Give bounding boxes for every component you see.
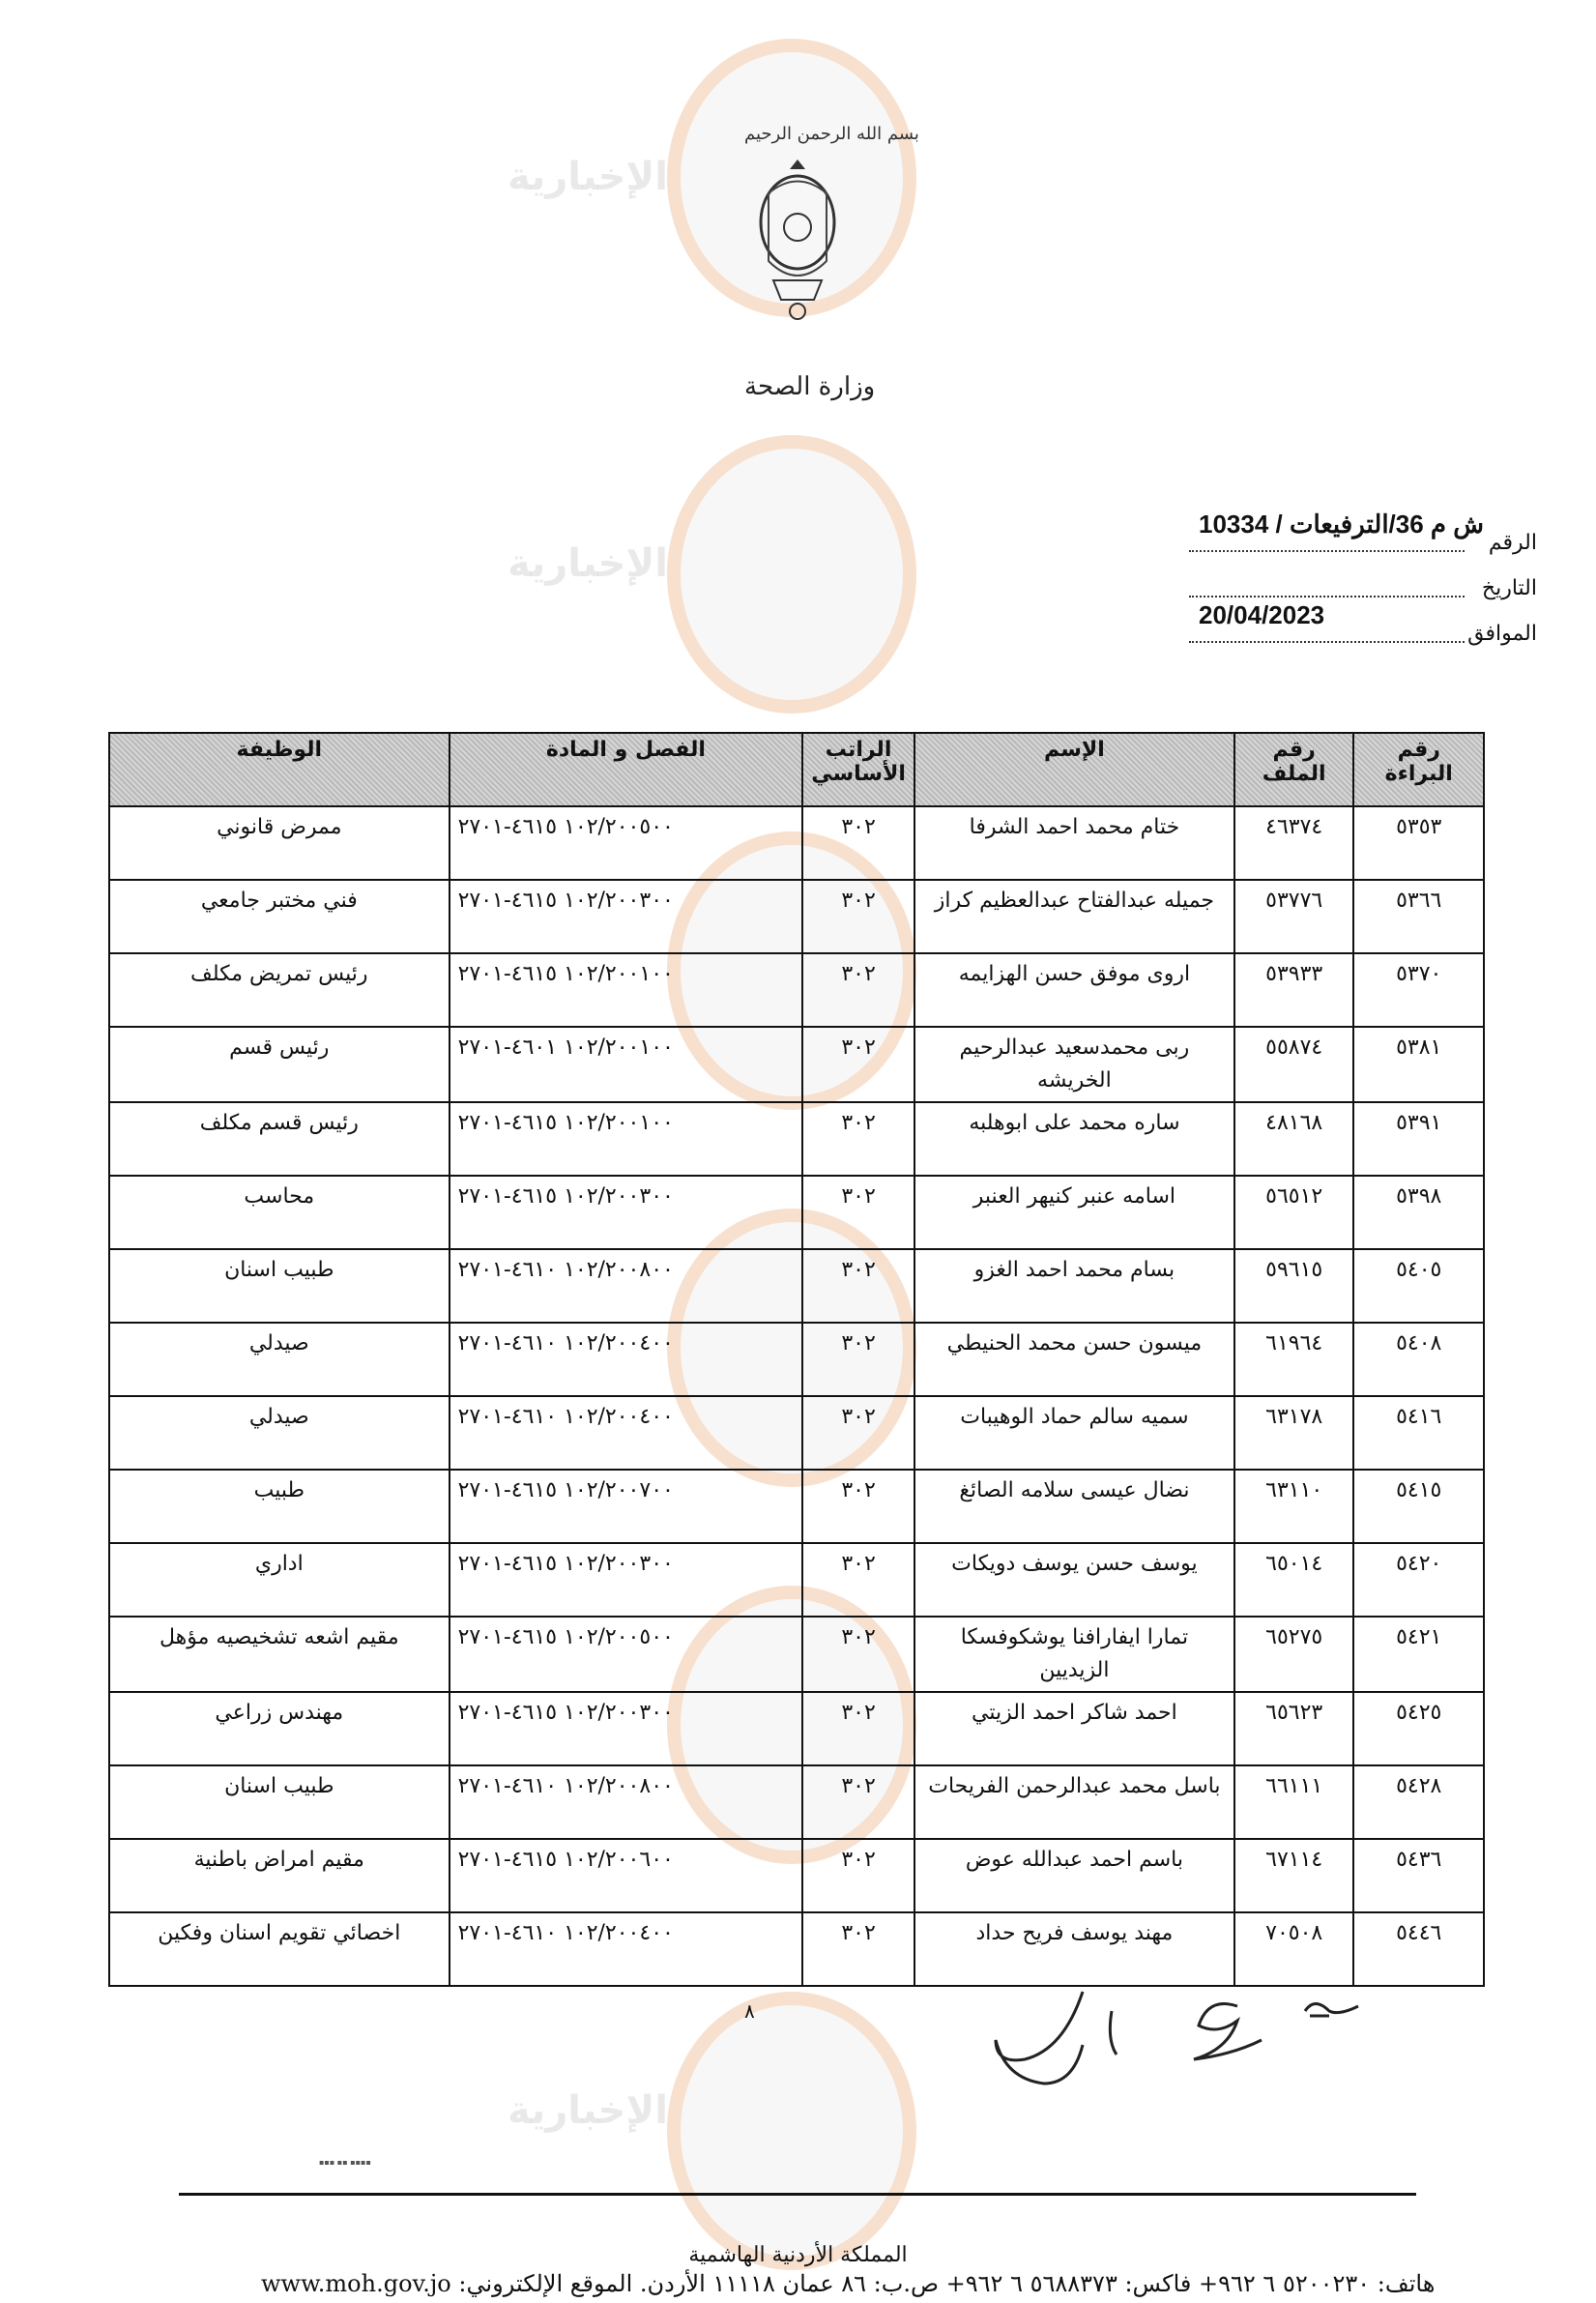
- promotions-table: [108, 732, 1485, 1987]
- cell-file-number: ٦٥٢٧٥: [1234, 1617, 1354, 1692]
- cell-job-title: رئيس تمريض مكلف: [109, 953, 450, 1027]
- signatures: [976, 1982, 1382, 2088]
- cell-job-title: رئيس قسم: [109, 1027, 450, 1102]
- cell-file-number: ٦٧١١٤: [1234, 1839, 1354, 1912]
- page-number: ٨: [744, 1999, 755, 2023]
- cell-name: مهند يوسف فريح حداد: [914, 1912, 1234, 1986]
- cell-file-number: ٤٦٣٧٤: [1234, 806, 1354, 880]
- footer-divider: [179, 2193, 1416, 2196]
- cell-job-title: فني مختبر جامعي: [109, 880, 450, 953]
- cell-chapter-article: ١٠٢/٢٠٠١٠٠ ٤٦١٥-٢٧٠١: [450, 953, 803, 1027]
- cell-chapter-article: ١٠٢/٢٠٠٤٠٠ ٤٦١٠-٢٧٠١: [450, 1912, 803, 1986]
- cell-basic-salary: ٣٠٢: [802, 1323, 914, 1396]
- cell-license-number: ٥٤١٦: [1353, 1396, 1484, 1470]
- cell-job-title: صيدلي: [109, 1396, 450, 1470]
- table-row: [109, 1617, 1484, 1692]
- cell-chapter-article: ١٠٢/٢٠٠٣٠٠ ٤٦١٥-٢٧٠١: [450, 1176, 803, 1249]
- cell-name: سميه سالم حماد الوهيبات: [914, 1396, 1234, 1470]
- number-label: الرقم: [1488, 531, 1537, 555]
- table-row: [109, 1692, 1484, 1765]
- cell-chapter-article: ١٠٢/٢٠٠٦٠٠ ٤٦١٥-٢٧٠١: [450, 1839, 803, 1912]
- cell-name: ختام محمد احمد الشرفا: [914, 806, 1234, 880]
- cell-basic-salary: ٣٠٢: [802, 953, 914, 1027]
- cell-file-number: ٦٥٦٢٣: [1234, 1692, 1354, 1765]
- watermark-subtitle: الإخبارية: [508, 155, 668, 199]
- cell-name: جميله عبدالفتاح عبدالعظيم كراز: [914, 880, 1234, 953]
- cell-chapter-article: ١٠٢/٢٠٠١٠٠ ٤٦٠١-٢٧٠١: [450, 1027, 803, 1102]
- cell-basic-salary: ٣٠٢: [802, 1912, 914, 1986]
- cell-license-number: ٥٤٢١: [1353, 1617, 1484, 1692]
- cell-basic-salary: ٣٠٢: [802, 1692, 914, 1765]
- jordan-coat-of-arms-emblem: [754, 155, 841, 329]
- cell-license-number: ٥٤٢٠: [1353, 1543, 1484, 1617]
- cell-job-title: طبيب: [109, 1470, 450, 1543]
- cell-file-number: ٦٥٠١٤: [1234, 1543, 1354, 1617]
- watermark-clock: [667, 1992, 916, 2270]
- cell-name: احمد شاكر احمد الزيتي: [914, 1692, 1234, 1765]
- header-basic-salary: الراتب الأساسي: [802, 733, 914, 806]
- footer-country: المملكة الأردنية الهاشمية: [688, 2243, 908, 2267]
- header-file-number: رقم الملف: [1234, 733, 1354, 806]
- cell-job-title: محاسب: [109, 1176, 450, 1249]
- cell-basic-salary: ٣٠٢: [802, 1543, 914, 1617]
- cell-basic-salary: ٣٠٢: [802, 1249, 914, 1323]
- cell-license-number: ٥٤٢٥: [1353, 1692, 1484, 1765]
- watermark-subtitle: الإخبارية: [508, 2088, 668, 2133]
- cell-license-number: ٥٤٣٦: [1353, 1839, 1484, 1912]
- table-row: [109, 1839, 1484, 1912]
- cell-job-title: اخصائي تقويم اسنان وفكين: [109, 1912, 450, 1986]
- table-row: [109, 1396, 1484, 1470]
- cell-file-number: ٤٨١٦٨: [1234, 1102, 1354, 1176]
- cell-name: اسامه عنبر كنيهر العنبر: [914, 1176, 1234, 1249]
- cell-file-number: ٧٠٥٠٨: [1234, 1912, 1354, 1986]
- watermark-clock: [667, 435, 916, 714]
- corresponding-date-value: 20/04/2023: [1199, 600, 1325, 629]
- cell-name: تمارا ايفارافنا يوشكوفسكا الزيديين: [914, 1617, 1234, 1692]
- cell-name: ساره محمد على ابوهلبه: [914, 1102, 1234, 1176]
- cell-name: ربى محمدسعيد عبدالرحيم الخريشه: [914, 1027, 1234, 1102]
- cell-license-number: ٥٣٩١: [1353, 1102, 1484, 1176]
- cell-job-title: طبيب اسنان: [109, 1249, 450, 1323]
- cell-job-title: مهندس زراعي: [109, 1692, 450, 1765]
- cell-job-title: مقيم اشعه تشخيصيه مؤهل: [109, 1617, 450, 1692]
- cell-file-number: ٥٣٧٧٦: [1234, 880, 1354, 953]
- cell-license-number: ٥٣٧٠: [1353, 953, 1484, 1027]
- ministry-name: وزارة الصحة: [744, 372, 876, 401]
- cell-chapter-article: ١٠٢/٢٠٠٣٠٠ ٤٦١٥-٢٧٠١: [450, 880, 803, 953]
- cell-license-number: ٥٣٦٦: [1353, 880, 1484, 953]
- cell-file-number: ٥٥٨٧٤: [1234, 1027, 1354, 1102]
- cell-license-number: ٥٤٢٨: [1353, 1765, 1484, 1839]
- cell-chapter-article: ١٠٢/٢٠٠٣٠٠ ٤٦١٥-٢٧٠١: [450, 1692, 803, 1765]
- cell-job-title: رئيس قسم مكلف: [109, 1102, 450, 1176]
- cell-basic-salary: ٣٠٢: [802, 1102, 914, 1176]
- cell-basic-salary: ٣٠٢: [802, 806, 914, 880]
- cell-job-title: صيدلي: [109, 1323, 450, 1396]
- cell-chapter-article: ١٠٢/٢٠٠٤٠٠ ٤٦١٠-٢٧٠١: [450, 1396, 803, 1470]
- cell-job-title: طبيب اسنان: [109, 1765, 450, 1839]
- basmala: بسم الله الرحمن الرحيم: [744, 124, 919, 144]
- cell-license-number: ٥٤٤٦: [1353, 1912, 1484, 1986]
- table-row: [109, 1912, 1484, 1986]
- table-row: [109, 1249, 1484, 1323]
- table-row: [109, 1765, 1484, 1839]
- footer-contact: هاتف: ٥٢٠٠٢٣٠ ٦ ٩٦٢+ فاكس: ٥٦٨٨٣٧٣ ٦ ٩٦٢+ ص.ب: ٨٦ عمان ١١١١٨ الأردن. الموقع الإلكتروني: www.moh.gov.jo: [261, 2270, 1436, 2297]
- table-row: [109, 1323, 1484, 1396]
- table-row: [109, 880, 1484, 953]
- cell-chapter-article: ١٠٢/٢٠٠٨٠٠ ٤٦١٠-٢٧٠١: [450, 1249, 803, 1323]
- cell-name: يوسف حسن يوسف دويكات: [914, 1543, 1234, 1617]
- header-job-title: الوظيفة: [109, 733, 450, 806]
- cell-job-title: اداري: [109, 1543, 450, 1617]
- cell-file-number: ٥٩٦١٥: [1234, 1249, 1354, 1323]
- cell-basic-salary: ٣٠٢: [802, 1396, 914, 1470]
- cell-basic-salary: ٣٠٢: [802, 1027, 914, 1102]
- cell-file-number: ٦٣١١٠: [1234, 1470, 1354, 1543]
- date-label: التاريخ: [1481, 576, 1537, 600]
- cell-license-number: ٥٤٠٨: [1353, 1323, 1484, 1396]
- form-code-left: ▪▪▪ ▪▪ ▪▪▪▪: [319, 2158, 371, 2167]
- cell-name: باسم احمد عبدالله عوض: [914, 1839, 1234, 1912]
- number-value: ش م 36/الترفيعات / 10334: [1199, 510, 1484, 539]
- cell-name: باسل محمد عبدالرحمن الفريحات: [914, 1765, 1234, 1839]
- cell-license-number: ٥٤٠٥: [1353, 1249, 1484, 1323]
- cell-chapter-article: ١٠٢/٢٠٠٤٠٠ ٤٦١٠-٢٧٠١: [450, 1323, 803, 1396]
- table-row: [109, 1027, 1484, 1102]
- cell-name: نضال عيسى سلامه الصائغ: [914, 1470, 1234, 1543]
- cell-name: اروى موفق حسن الهزايمه: [914, 953, 1234, 1027]
- header-name: الإسم: [914, 733, 1234, 806]
- cell-job-title: ممرض قانوني: [109, 806, 450, 880]
- cell-file-number: ٦٦١١١: [1234, 1765, 1354, 1839]
- header-chapter-article: الفصل و المادة: [450, 733, 803, 806]
- cell-file-number: ٥٣٩٣٣: [1234, 953, 1354, 1027]
- cell-license-number: ٥٣٨١: [1353, 1027, 1484, 1102]
- watermark-subtitle: الإخبارية: [508, 541, 668, 586]
- cell-chapter-article: ١٠٢/٢٠٠٥٠٠ ٤٦١٥-٢٧٠١: [450, 1617, 803, 1692]
- cell-file-number: ٦٣١٧٨: [1234, 1396, 1354, 1470]
- cell-job-title: مقيم امراض باطنية: [109, 1839, 450, 1912]
- table-row: [109, 1102, 1484, 1176]
- table-row: [109, 1543, 1484, 1617]
- cell-license-number: ٥٣٩٨: [1353, 1176, 1484, 1249]
- cell-basic-salary: ٣٠٢: [802, 1470, 914, 1543]
- cell-name: بسام محمد احمد الغزو: [914, 1249, 1234, 1323]
- cell-chapter-article: ١٠٢/٢٠٠٥٠٠ ٤٦١٥-٢٧٠١: [450, 806, 803, 880]
- cell-chapter-article: ١٠٢/٢٠٠٣٠٠ ٤٦١٥-٢٧٠١: [450, 1543, 803, 1617]
- cell-basic-salary: ٣٠٢: [802, 1617, 914, 1692]
- cell-chapter-article: ١٠٢/٢٠٠١٠٠ ٤٦١٥-٢٧٠١: [450, 1102, 803, 1176]
- table-row: [109, 953, 1484, 1027]
- cell-basic-salary: ٣٠٢: [802, 1839, 914, 1912]
- table-row: [109, 806, 1484, 880]
- cell-license-number: ٥٤١٥: [1353, 1470, 1484, 1543]
- cell-file-number: ٦١٩٦٤: [1234, 1323, 1354, 1396]
- table-row: [109, 1176, 1484, 1249]
- letter-meta: [1189, 510, 1537, 654]
- cell-file-number: ٥٦٥١٢: [1234, 1176, 1354, 1249]
- cell-basic-salary: ٣٠٢: [802, 1176, 914, 1249]
- header-license-number: رقم البراءة: [1353, 733, 1484, 806]
- cell-license-number: ٥٣٥٣: [1353, 806, 1484, 880]
- cell-basic-salary: ٣٠٢: [802, 1765, 914, 1839]
- cell-name: ميسون حسن محمد الحنيطي: [914, 1323, 1234, 1396]
- cell-chapter-article: ١٠٢/٢٠٠٧٠٠ ٤٦١٥-٢٧٠١: [450, 1470, 803, 1543]
- cell-basic-salary: ٣٠٢: [802, 880, 914, 953]
- table-row: [109, 1470, 1484, 1543]
- corresponding-label: الموافق: [1467, 622, 1537, 646]
- cell-chapter-article: ١٠٢/٢٠٠٨٠٠ ٤٦١٠-٢٧٠١: [450, 1765, 803, 1839]
